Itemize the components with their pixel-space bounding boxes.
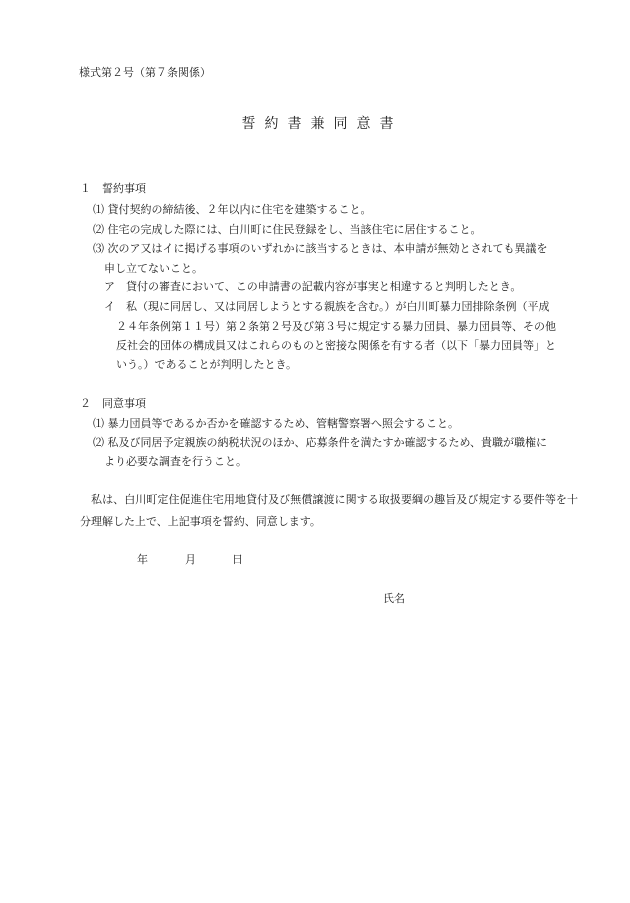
- pledge-item-2: ⑵ 住宅の完成した際には、白川町に住民登録をし、当該住宅に居住すること。: [93, 223, 482, 236]
- date-month-label: 月: [185, 553, 196, 566]
- pledge-sub-item-i-line-2: ２４年条例第１１号）第２条第２号及び第３号に規定する暴力団員、暴力団員等、その他: [116, 320, 556, 333]
- consent-item-2-continued: より必要な調査を行うこと。: [104, 455, 247, 468]
- consent-item-2: ⑵ 私及び同居予定親族の納税状況のほか、応募条件を満たすか確認するため、貴職が職権に: [93, 436, 548, 449]
- pledge-sub-item-i-line-3: 反社会的団体の構成員又はこれらのものと密接な関係を有する者（以下「暴力団員等」と: [116, 339, 556, 352]
- consent-item-1: ⑴ 暴力団員等であるか否かを確認するため、管轄警察署へ照会すること。: [93, 417, 460, 430]
- date-year-label: 年: [137, 553, 148, 566]
- signature-label: 氏名: [383, 592, 405, 605]
- document-title: 誓約書兼同意書: [241, 116, 403, 132]
- pledge-item-3-continued: 申し立てないこと。: [104, 262, 203, 275]
- pledge-sub-item-i: イ 私（現に同居し、又は同居しようとする親族を含む。）が白川町暴力団排除条例（平成: [104, 300, 550, 313]
- section-1-heading: １ 誓約事項: [80, 182, 146, 195]
- date-day-label: 日: [232, 553, 243, 566]
- pledge-item-3: ⑶ 次のア又はイに掲げる事項のいずれかに該当するときは、本申請が無効とされても異議を: [93, 242, 548, 255]
- declaration-text: 私は、白川町定住促進住宅用地貸付及び無償譲渡に関する取扱要綱の趣旨及び規定する要件等を十分理解した上で、上記事項を誓約、同意します。: [80, 493, 578, 528]
- form-number: 様式第２号（第７条関係）: [79, 66, 211, 79]
- section-2-heading: ２ 同意事項: [80, 397, 146, 410]
- pledge-sub-item-i-line-4: いう。）であることが判明したとき。: [116, 358, 298, 371]
- pledge-item-1: ⑴ 貸付契約の締結後、２年以内に住宅を建築すること。: [93, 203, 372, 216]
- pledge-sub-item-a: ア 貸付の審査において、この申請書の記載内容が事実と相違すると判明したとき。: [104, 280, 522, 293]
